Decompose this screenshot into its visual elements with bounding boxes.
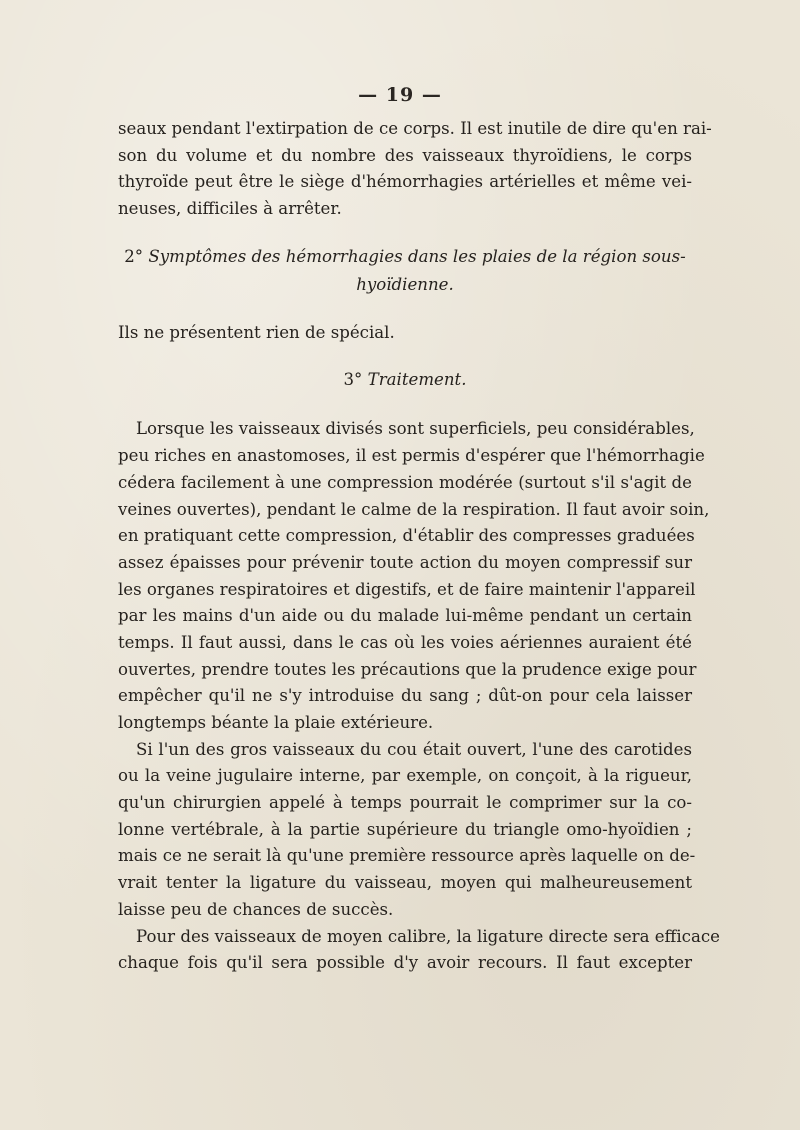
section-heading-treatment: [118, 366, 692, 394]
text-line: les organes respiratoires et digestifs, et de faire maintenir l'appareil: [118, 579, 696, 599]
page-body: [118, 116, 720, 977]
text-line: mais ce ne serait là qu'une première ressource après laquelle on de-: [118, 846, 696, 866]
text-line: veines ouvertes), pendant le calme de la respiration. Il faut avoir soin,: [118, 499, 710, 519]
heading-text: Traitement.: [367, 370, 467, 390]
heading-line: [118, 366, 692, 394]
text-line: neuses, difficiles à arrêter.: [118, 199, 342, 219]
text-line: Si l'un des gros vaisseaux du cou était ouvert, l'une des carotides: [136, 739, 692, 759]
text-line: empêcher qu'il ne s'y introduise du sang ; dût-on pour cela laisser: [118, 686, 692, 706]
paragraph-treatment-medium-vessels: [118, 924, 720, 977]
section-number: 2°: [124, 246, 144, 266]
text-line: par les mains d'un aide ou du malade lui-même pendant un certain: [118, 606, 692, 626]
text-line: cédera facilement à une compression modérée (surtout s'il s'agit de: [118, 472, 692, 492]
text-line: temps. Il faut aussi, dans le cas où les voies aériennes auraient été: [118, 632, 692, 652]
text-line: longtemps béante la plaie extérieure.: [118, 713, 434, 732]
text-line: Pour des vaisseaux de moyen calibre, la ligature directe sera efficace: [136, 926, 720, 946]
heading-line: [118, 243, 692, 271]
section-number: 3°: [343, 370, 363, 390]
text-line: Ils ne présentent rien de spécial.: [118, 322, 395, 342]
text-line: chaque fois qu'il sera possible d'y avoir recours. Il faut excepter: [118, 953, 692, 973]
text-line: son du volume et du nombre des vaisseaux thyroïdiens, le corps: [118, 145, 692, 165]
text-line: ouvertes, prendre toutes les précautions que la prudence exige pour: [118, 659, 697, 679]
text-line: assez épaisses pour prévenir toute action du moyen compressif sur: [118, 552, 692, 572]
text-line: lonne vertébrale, à la partie supérieure du triangle omo-hyoïdien ;: [118, 819, 692, 839]
paragraph-symptoms: [118, 320, 692, 347]
text-line: thyroïde peut être le siège d'hémorrhagies artérielles et même vei-: [118, 172, 692, 192]
text-line: en pratiquant cette compression, d'établir des compresses graduées: [118, 526, 695, 546]
paragraph-continuation: [118, 116, 712, 223]
page-number: — 19 —: [358, 84, 442, 106]
text-line: seaux pendant l'extirpation de ce corps. Il est inutile de dire qu'en rai-: [118, 119, 712, 138]
text-line: qu'un chirurgien appelé à temps pourrait le comprimer sur la co-: [118, 793, 692, 813]
paragraph-treatment-superficial: [118, 416, 710, 736]
text-line: ou la veine jugulaire interne, par exemple, on conçoit, à la rigueur,: [118, 766, 692, 786]
section-heading-symptoms: [118, 243, 692, 299]
text-line: Lorsque les vaisseaux divisés sont superficiels, peu considérables,: [136, 419, 695, 439]
heading-line: hyoïdienne.: [356, 274, 454, 294]
heading-text: Symptômes des hémorrhagies dans les plaies de la région sous-: [148, 246, 686, 266]
text-line: peu riches en anastomoses, il est permis d'espérer que l'hémorrhagie: [118, 446, 705, 466]
paragraph-treatment-large-vessels: [118, 737, 696, 924]
text-line: vrait tenter la ligature du vaisseau, moyen qui malheureusement: [118, 873, 692, 893]
text-line: laisse peu de chances de succès.: [118, 899, 394, 919]
